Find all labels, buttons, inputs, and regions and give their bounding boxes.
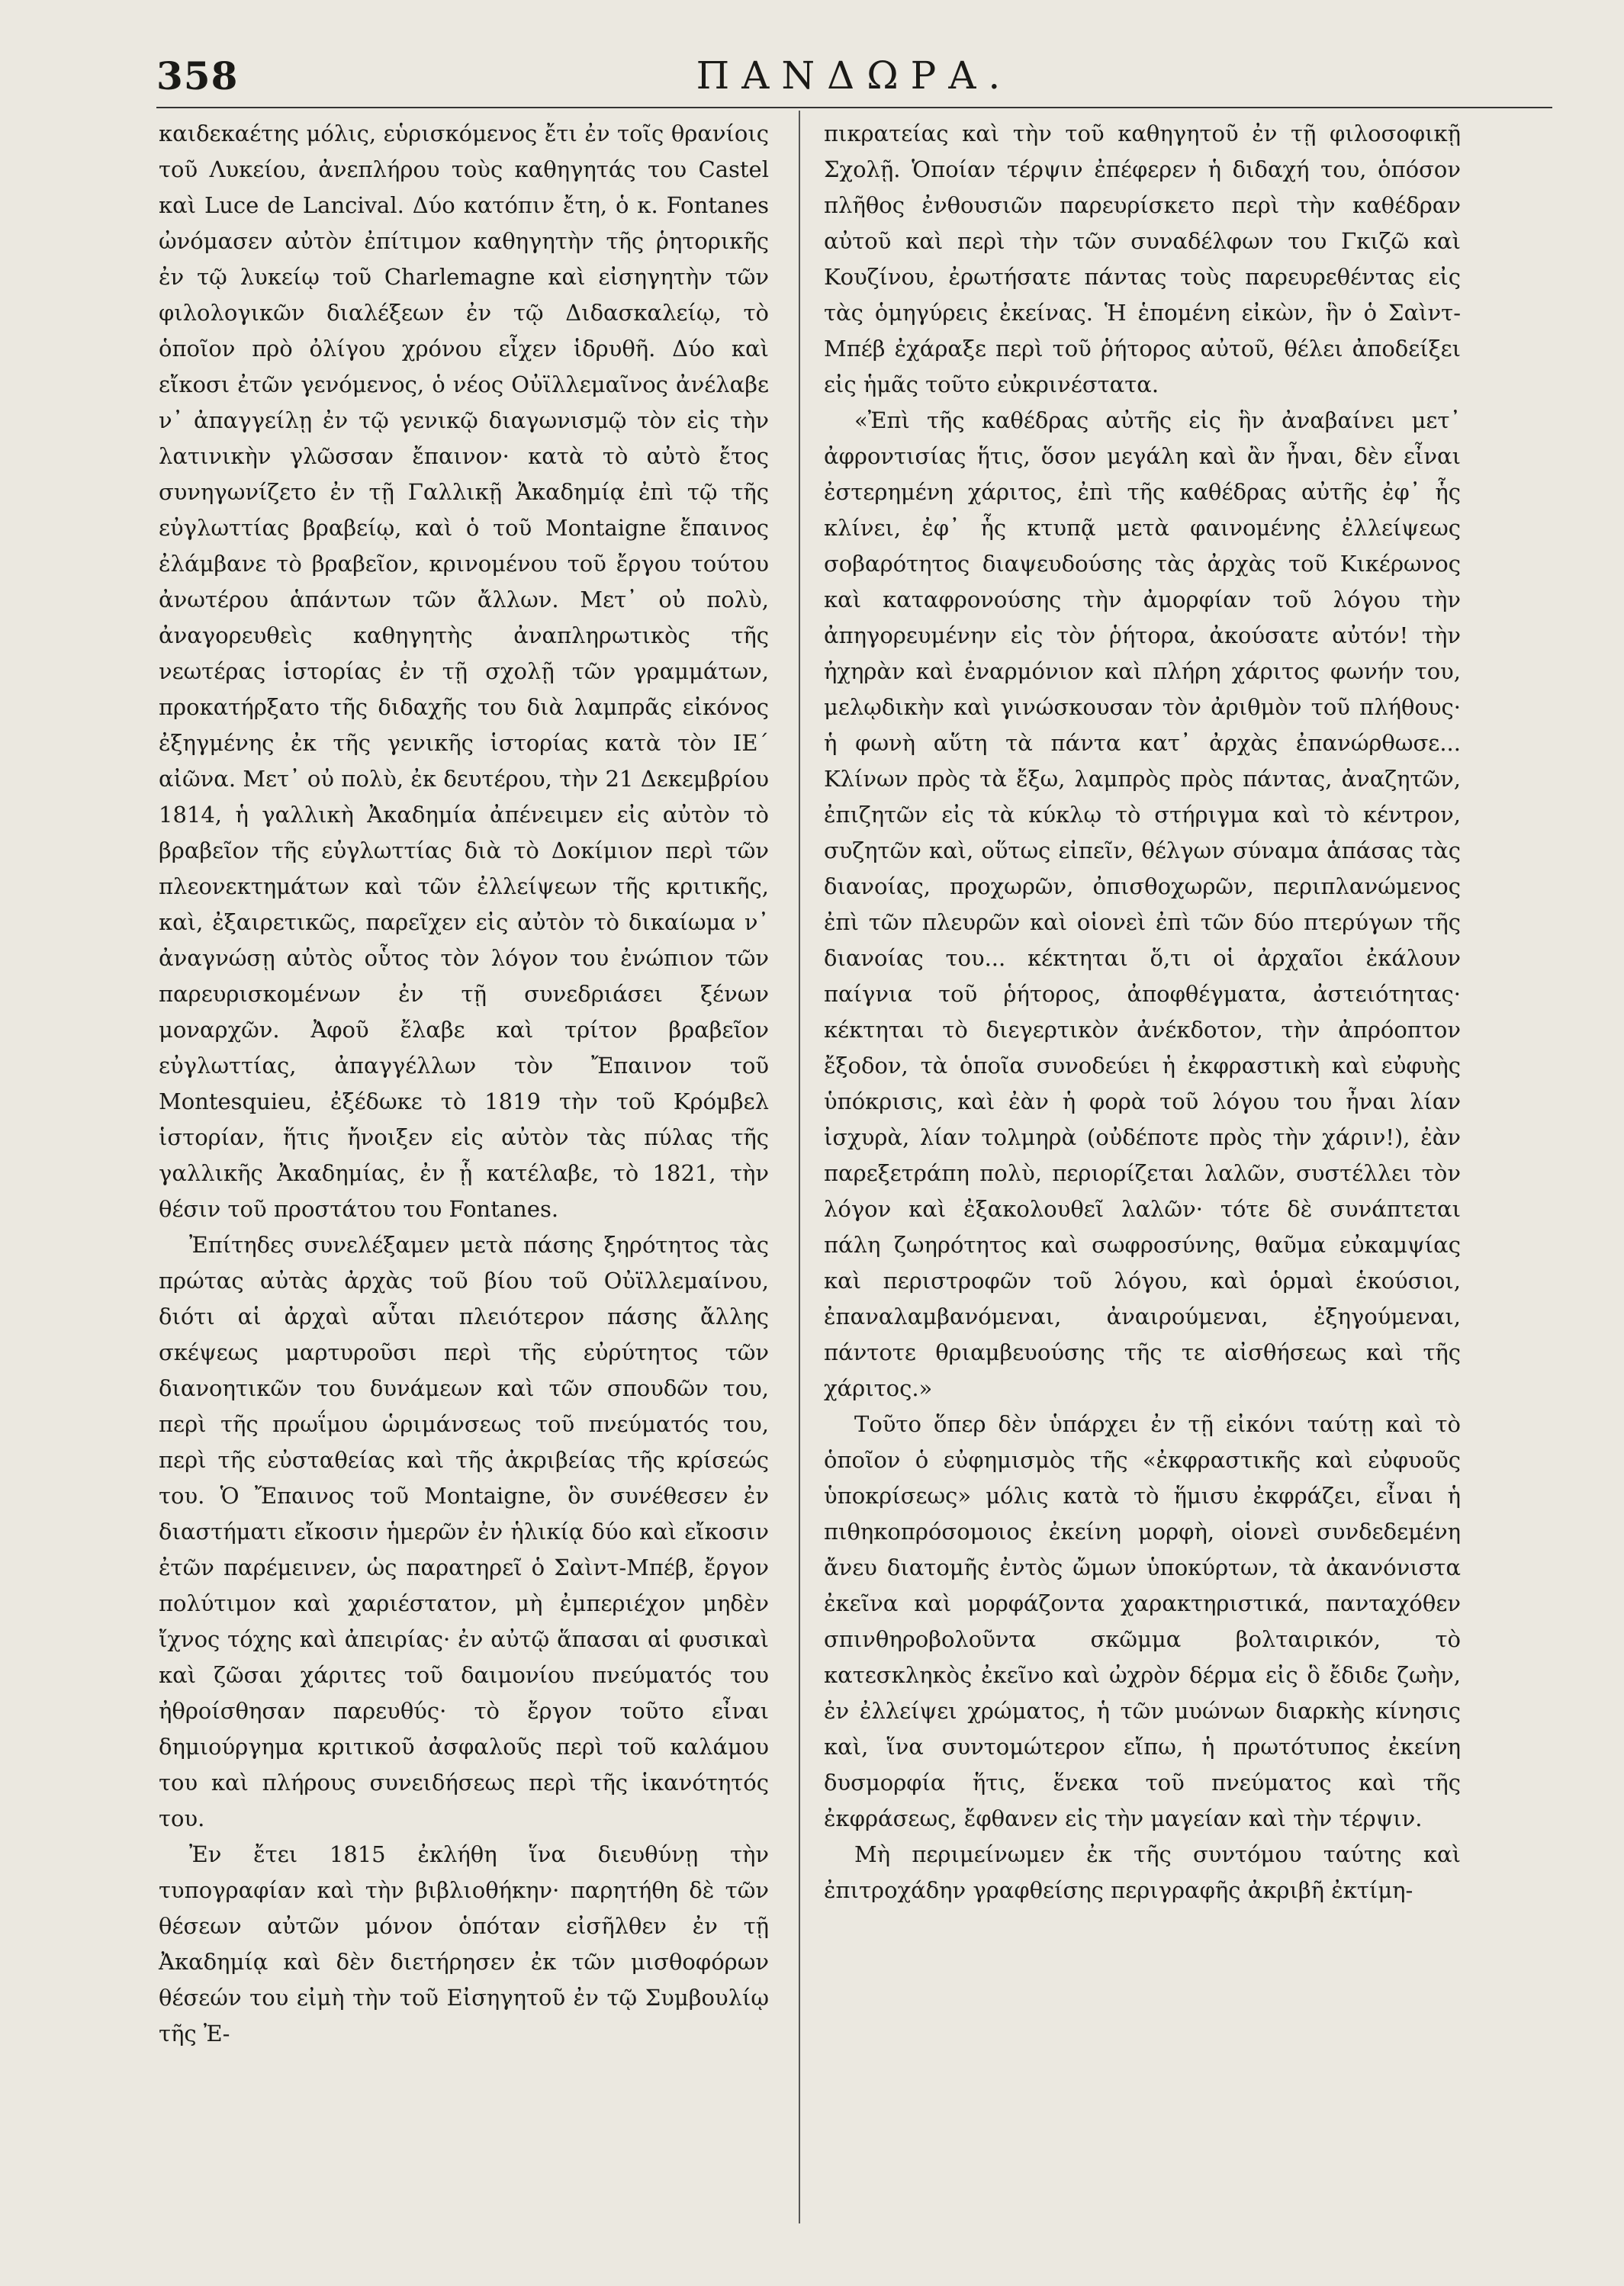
paragraph: Ἐν ἔτει 1815 ἐκλήθη ἵνα διευθύνῃ τὴν τυπογραφίαν καὶ τὴν βιβλιοθήκην· παρητήθη δὲ τῶν θέσεων αὐτῶν μόνον ὁπόταν εἰσῆλθεν ἐν τῇ Ἀκαδημίᾳ καὶ δὲν διετήρησεν ἐκ τῶν μισθοφόρων θέσεών του εἰμὴ τὴν τοῦ Εἰσηγητοῦ ἐν τῷ Συμβουλίῳ τῆς Ἐ- — [159, 1841, 769, 2046]
page-header — [156, 53, 1552, 107]
left-column — [159, 116, 769, 2052]
paragraph: «Ἐπὶ τῆς καθέδρας αὐτῆς εἰς ἣν ἀναβαίνει μετ᾽ ἀφροντισίας ἥτις, ὅσον μεγάλη καὶ ἂν ἦναι, δὲν εἶναι ἐστερημένη χάριτος, ἐπὶ τῆς καθέδρας αὐτῆς ἐφ᾽ ἧς κλίνει, ἐφ᾽ ἧς κτυπᾷ μετὰ φαινομένης ἐλλείψεως σοβαρότητος διαψευδούσης τὰς ἀρχὰς τοῦ Κικέρωνος καὶ καταφρονούσης τὴν ἀμορφίαν τοῦ λόγου τὴν ἀπηγορευμένην εἰς τὸν ῥήτορα, ἀκούσατε αὐτόν! τὴν ἠχηρὰν καὶ ἐναρμόνιον καὶ πλήρη χάριτος φωνήν του, μελῳδικὴν καὶ γινώσκουσαν τὸν ἀριθμὸν τοῦ πλήθους· ἡ φωνὴ αὕτη τὰ πάντα κατ᾽ ἀρχὰς ἐπανώρθωσε... Κλίνων πρὸς τὰ ἔξω, λαμπρὸς πρὸς πάντας, ἀναζητῶν, ἐπιζητῶν εἰς τὰ κύκλῳ τὸ στήριγμα καὶ τὸ κέντρον, συζητῶν καὶ, οὕτως εἰπεῖν, θέλγων σύναμα ἁπάσας τὰς διανοίας, προχωρῶν, ὀπισθοχωρῶν, περιπλανώμενος ἐπὶ τῶν πλευρῶν καὶ οἱονεὶ ἐπὶ τῶν δύο πτερύγων τῆς διανοίας του... κέκτηται ὅ,τι οἱ ἀρχαῖοι ἐκάλουν παίγνια τοῦ ῥήτορος, ἀποφθέγματα, ἀστειότητας· κέκτηται τὸ διεγερτικὸν ἀνέκδοτον, τὴν ἀπρόοπτον ἔξοδον, τὰ ὁποῖα συνοδεύει ἡ ἐκφραστικὴ καὶ εὐφυὴς ὑπόκρισις, καὶ ἐὰν ἡ φορὰ τοῦ λόγου του ἦναι λίαν ἰσχυρὰ, λίαν τολμηρὰ (οὐδέποτε πρὸς τὴν χάριν!), ἐὰν παρεξετράπη πολὺ, περιορίζεται λαλῶν, συστέλλει τὸν λόγον καὶ ἐξακολουθεῖ λαλῶν· τότε δὲ συνάπτεται πάλη ζωηρότητος καὶ σωφροσύνης, θαῦμα εὐκαμψίας καὶ περιστροφῶν τοῦ λόγου, καὶ ὁρμαὶ ἑκούσιοι, ἐπαναλαμβανόμεναι, ἀναιρούμεναι, ἐξηγούμεναι, πάντοτε θριαμβευούσης τῆς τε αἰσθήσεως καὶ τῆς χάριτος.» — [824, 407, 1461, 1401]
paragraph: Τοῦτο ὅπερ δὲν ὑπάρχει ἐν τῇ εἰκόνι ταύτῃ καὶ τὸ ὁποῖον ὁ εὐφημισμὸς τῆς «ἐκφραστικῆς καὶ εὐφυοῦς ὑποκρίσεως» μόλις κατὰ τὸ ἥμισυ ἐκφράζει, εἶναι ἡ πιθηκοπρόσομοιος ἐκείνη μορφὴ, οἱονεὶ συνδεδεμένη ἄνευ διατομῆς ἐντὸς ὤμων ὑποκύρτων, τὰ ἀκανόνιστα ἐκεῖνα καὶ μορφάζοντα χαρακτηριστικά, πανταχόθεν σπινθηροβολοῦντα σκῶμμα βολταιρικόν, τὸ κατεσκληκὸς ἐκεῖνο καὶ ὠχρὸν δέρμα εἰς ὃ ἔδιδε ζωὴν, ἐν ἐλλείψει χρώματος, ἡ τῶν μυώνων διαρκὴς κίνησις καὶ, ἵνα συντομώτερον εἴπω, ἡ πρωτότυπος ἐκείνη δυσμορφία ἥτις, ἕνεκα τοῦ πνεύματος καὶ τῆς ἐκφράσεως, ἔφθανεν εἰς τὴν μαγείαν καὶ τὴν τέρψιν. — [824, 1411, 1461, 1831]
right-column — [824, 116, 1461, 1908]
paragraph: Ἐπίτηδες συνελέξαμεν μετὰ πάσης ξηρότητος τὰς πρώτας αὐτὰς ἀρχὰς τοῦ βίου τοῦ Οὐϊλλεμαίνου, διότι αἱ ἀρχαὶ αὗται πλειότερον πάσης ἄλλης σκέψεως μαρτυροῦσι περὶ τῆς εὐρύτητος τῶν διανοητικῶν του δυνάμεων καὶ τῶν σπουδῶν του, περὶ τῆς πρωΐμου ὡριμάνσεως τοῦ πνεύματός του, περὶ τῆς εὐσταθείας καὶ τῆς ἀκριβείας τῆς κρίσεώς του. Ὁ Ἔπαινος τοῦ Montaigne, ὃν συνέθεσεν ἐν διαστήματι εἴκοσιν ἡμερῶν ἐν ἡλικίᾳ δύο καὶ εἴκοσιν ἐτῶν παρέμεινεν, ὡς παρατηρεῖ ὁ Σαὶντ-Μπέβ, ἔργον πολύτιμον καὶ χαριέστατον, μὴ ἐμπεριέχον μηδὲν ἴχνος τόχης καὶ ἀπειρίας· ἐν αὐτῷ ἅπασαι αἱ φυσικαὶ καὶ ζῶσαι χάριτες τοῦ δαιμονίου πνεύματός του ἠθροίσθησαν παρευθύς· τὸ ἔργον τοῦτο εἶναι δημιούργημα κριτικοῦ ἀσφαλοῦς περὶ τοῦ καλάμου του καὶ πλήρους συνειδήσεως περὶ τῆς ἱκανότητός του. — [159, 1232, 769, 1831]
paragraph: καιδεκαέτης μόλις, εὑρισκόμενος ἔτι ἐν τοῖς θρανίοις τοῦ Λυκείου, ἀνεπλήρου τοὺς καθηγητάς του Castel καὶ Luce de Lancival. Δύο κατόπιν ἔτη, ὁ κ. Fontanes ὠνόμασεν αὐτὸν ἐπίτιμον καθηγητὴν τῆς ῥητορικῆς ἐν τῷ λυκείῳ τοῦ Charlemagne καὶ εἰσηγητὴν τῶν φιλολογικῶν διαλέξεων ἐν τῷ Διδασκαλείῳ, τὸ ὁποῖον πρὸ ὀλίγου χρόνου εἶχεν ἱδρυθῆ. Δύο καὶ εἴκοσι ἐτῶν γενόμενος, ὁ νέος Οὐϊλλεμαῖνος ἀνέλαβε ν᾽ ἀπαγγείλῃ ἐν τῷ γενικῷ διαγωνισμῷ τὸν εἰς τὴν λατινικὴν γλῶσσαν ἔπαινον· κατὰ τὸ αὐτὸ ἔτος συνηγωνίζετο ἐν τῇ Γαλλικῇ Ἀκαδημίᾳ ἐπὶ τῷ τῆς εὐγλωττίας βραβείῳ, καὶ ὁ τοῦ Montaigne ἔπαινος ἐλάμβανε τὸ βραβεῖον, κρινομένου τοῦ ἔργου τούτου ἀνωτέρου ἁπάντων τῶν ἄλλων. Μετ᾽ οὐ πολὺ, ἀναγορευθεὶς καθηγητὴς ἀναπληρωτικὸς τῆς νεωτέρας ἱστορίας ἐν τῇ σχολῇ τῶν γραμμάτων, προκατήρξατο τῆς διδαχῆς του διὰ λαμπρᾶς εἰκόνος ἐξηγμένης ἐκ τῆς γενικῆς ἱστορίας κατὰ τὸν ΙΕ΄ αἰῶνα. Μετ᾽ οὐ πολὺ, ἐκ δευτέρου, τὴν 21 Δεκεμβρίου 1814, ἡ γαλλικὴ Ἀκαδημία ἀπένειμεν εἰς αὐτὸν τὸ βραβεῖον τῆς εὐγλωττίας διὰ τὸ Δοκίμιον περὶ τῶν πλεονεκτημάτων καὶ τῶν ἐλλείψεων τῆς κριτικῆς, καὶ, ἐξαιρετικῶς, παρεῖχεν εἰς αὐτὸν τὸ δικαίωμα ν᾽ ἀναγνώσῃ αὐτὸς οὗτος τὸν λόγον του ἐνώπιον τῶν παρευρισκομένων ἐν τῇ συνεδριάσει ξένων μοναρχῶν. Ἀφοῦ ἔλαβε καὶ τρίτον βραβεῖον εὐγλωττίας, ἀπαγγέλλων τὸν Ἔπαινον τοῦ Montesquieu, ἐξέδωκε τὸ 1819 τὴν τοῦ Κρόμβελ ἱστορίαν, ἥτις ἤνοιξεν εἰς αὐτὸν τὰς πύλας τῆς γαλλικῆς Ἀκαδημίας, ἐν ᾗ κατέλαβε, τὸ 1821, τὴν θέσιν τοῦ προστάτου του Fontanes. — [159, 121, 769, 1222]
page-number: 358 — [156, 53, 239, 98]
paragraph: πικρατείας καὶ τὴν τοῦ καθηγητοῦ ἐν τῇ φιλοσοφικῇ Σχολῇ. Ὁποίαν τέρψιν ἐπέφερεν ἡ διδαχή του, ὁπόσον πλῆθος ἐνθουσιῶν παρευρίσκετο περὶ τὴν καθέδραν αὐτοῦ καὶ περὶ τὴν τῶν συναδέλφων του Γκιζῶ καὶ Κουζίνου, ἐρωτήσατε πάντας τοὺς παρευρεθέντας εἰς τὰς ὁμηγύρεις ἐκείνας. Ἡ ἑπομένη εἰκὼν, ἣν ὁ Σαὶντ-Μπέβ ἐχάραξε περὶ τοῦ ῥήτορος αὐτοῦ, θέλει ἀποδείξει εἰς ἡμᾶς τοῦτο εὐκρινέστατα. — [824, 121, 1461, 397]
running-title: ΠΑΝΔΩΡΑ. — [696, 53, 1013, 98]
header-rule — [156, 107, 1552, 108]
paragraph: Μὴ περιμείνωμεν ἐκ τῆς συντόμου ταύτης καὶ ἐπιτροχάδην γραφθείσης περιγραφῆς ἀκριβῆ ἐκτίμη- — [824, 1841, 1461, 1903]
column-divider — [799, 111, 800, 2223]
